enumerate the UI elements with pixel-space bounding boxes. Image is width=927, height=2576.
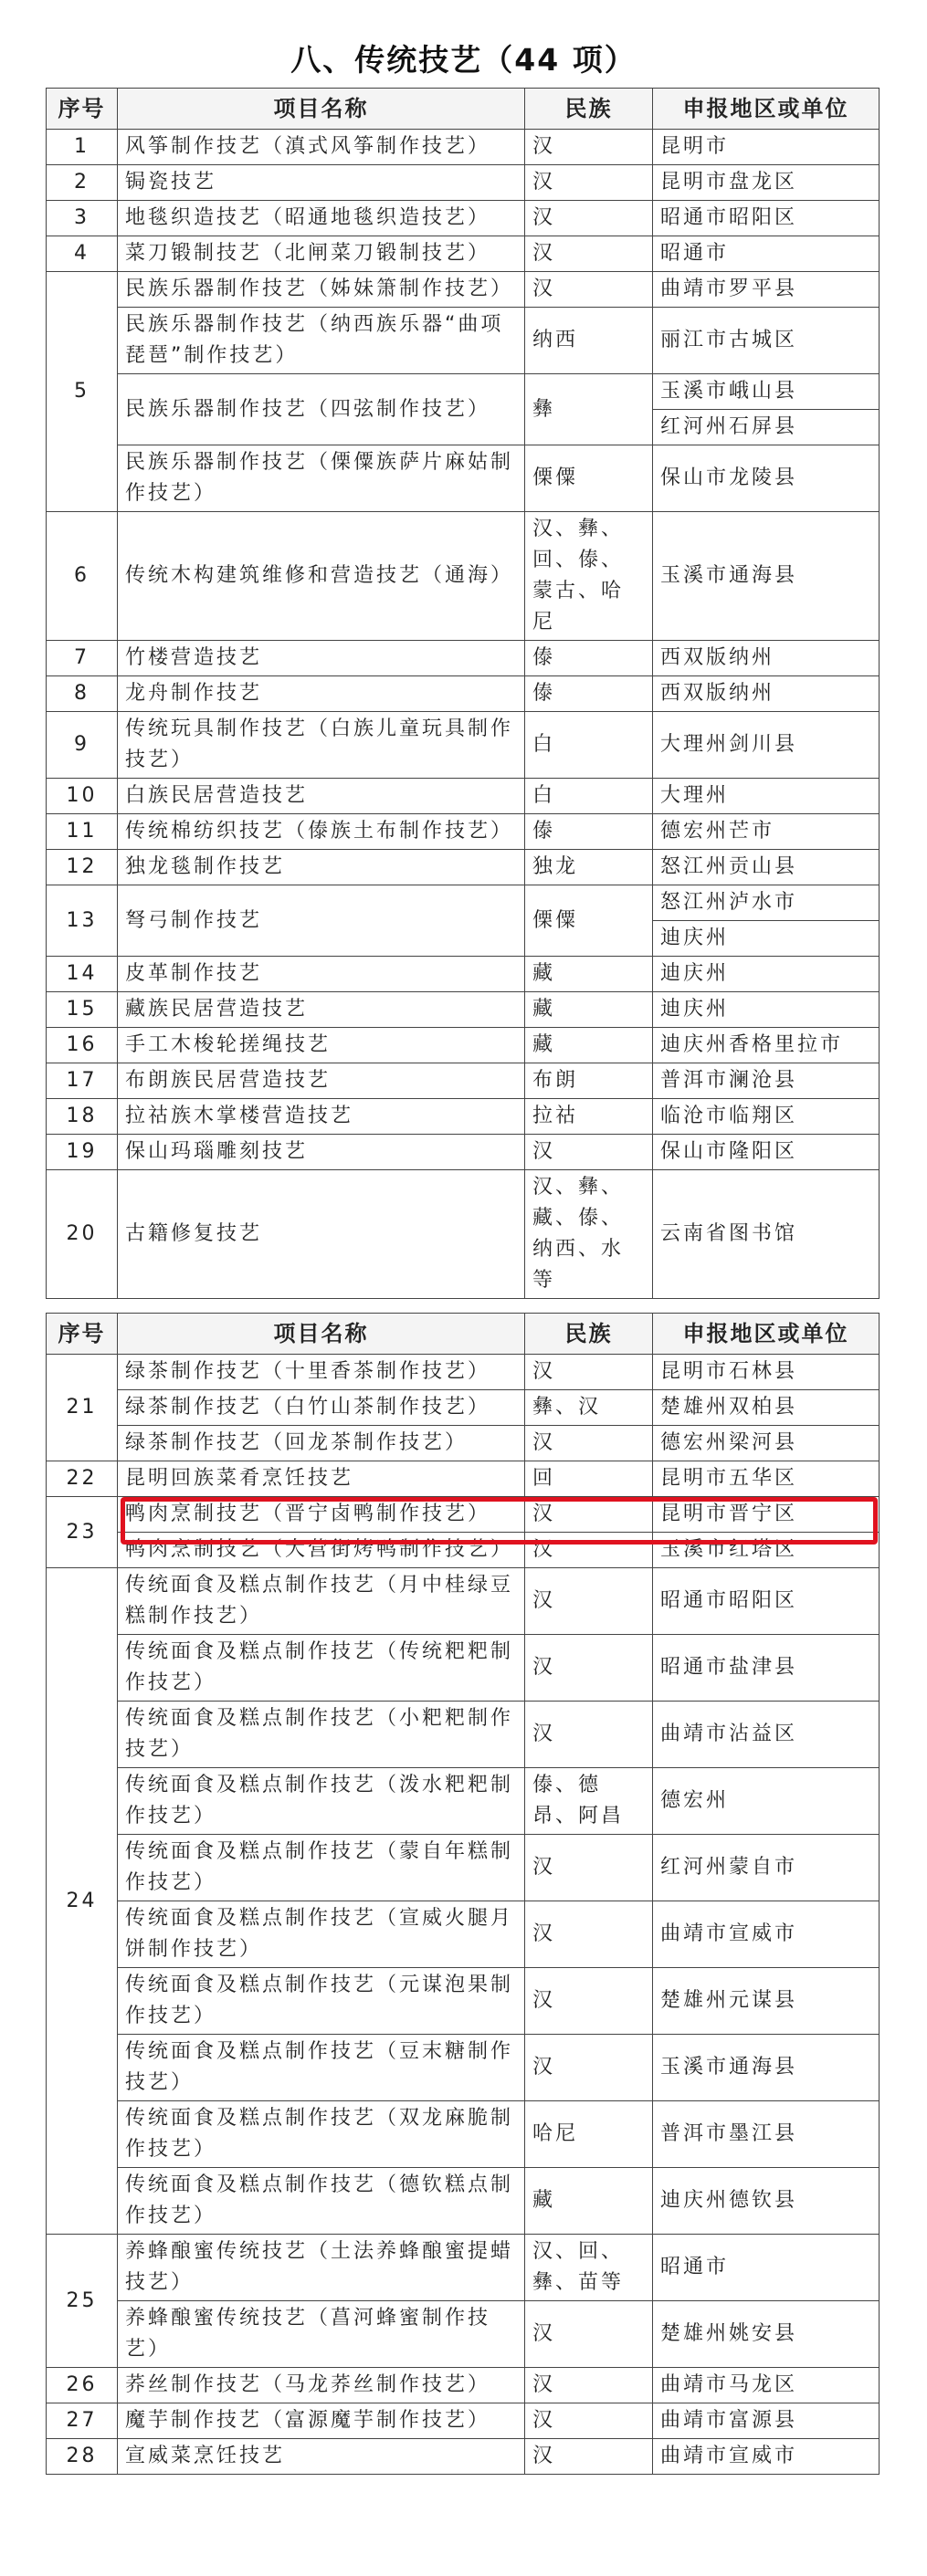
name-cell: 荞丝制作技艺（马龙荞丝制作技艺）: [118, 2368, 525, 2403]
ethnic-cell: 白: [525, 712, 653, 779]
seq-cell: 17: [47, 1063, 118, 1099]
seq-cell: 22: [47, 1461, 118, 1497]
region-cell: 丽江市古城区: [653, 308, 880, 374]
header-seq: 序号: [47, 89, 118, 130]
region-cell: 德宏州: [653, 1768, 880, 1835]
name-cell: 龙舟制作技艺: [118, 676, 525, 712]
table-row: [47, 885, 880, 921]
table-row: [47, 2403, 880, 2439]
ethnic-cell: 汉: [525, 2403, 653, 2439]
table-row: [47, 272, 880, 308]
ethnic-cell: 汉: [525, 1968, 653, 2035]
region-cell: 楚雄州姚安县: [653, 2301, 880, 2368]
name-cell: 弩弓制作技艺: [118, 885, 525, 957]
seq-cell: 15: [47, 992, 118, 1028]
ethnic-cell: 汉: [525, 272, 653, 308]
table-row: [47, 712, 880, 779]
region-cell: 迪庆州: [653, 992, 880, 1028]
table-row: [47, 512, 880, 641]
ethnic-cell: 彝: [525, 374, 653, 445]
region-cell: 玉溪市峨山县: [653, 374, 880, 410]
table-row: [47, 779, 880, 814]
ethnic-cell: 傣、德昂、阿昌: [525, 1768, 653, 1835]
seq-cell: 23: [47, 1497, 118, 1568]
table-row: [47, 1135, 880, 1170]
ethnic-cell: 汉、彝、回、傣、蒙古、哈尼: [525, 512, 653, 641]
table-row: [47, 1835, 880, 1901]
name-cell: 宣威菜烹饪技艺: [118, 2439, 525, 2475]
seq-cell: 13: [47, 885, 118, 957]
ethnic-cell: 傈僳: [525, 885, 653, 957]
table-row: [47, 992, 880, 1028]
region-cell: 大理州: [653, 779, 880, 814]
name-cell: 民族乐器制作技艺（姊妹箫制作技艺）: [118, 272, 525, 308]
seq-cell: 3: [47, 201, 118, 236]
name-cell: 传统面食及糕点制作技艺（月中桂绿豆糕制作技艺）: [118, 1568, 525, 1635]
ethnic-cell: 傣: [525, 641, 653, 676]
table-row: [47, 445, 880, 512]
table-row: [47, 2439, 880, 2475]
ethnic-cell: 独龙: [525, 850, 653, 885]
ethnic-cell: 汉: [525, 1533, 653, 1568]
ethnic-cell: 汉: [525, 130, 653, 165]
name-cell: 民族乐器制作技艺（纳西族乐器“曲项琵琶”制作技艺）: [118, 308, 525, 374]
region-cell: 迪庆州: [653, 921, 880, 957]
name-cell: 白族民居营造技艺: [118, 779, 525, 814]
table-row: [47, 1063, 880, 1099]
name-cell: 手工木梭轮搓绳技艺: [118, 1028, 525, 1063]
name-cell: 独龙毯制作技艺: [118, 850, 525, 885]
region-cell: 曲靖市宣威市: [653, 2439, 880, 2475]
name-cell: 菜刀锻制技艺（北闸菜刀锻制技艺）: [118, 236, 525, 272]
region-cell: 玉溪市红塔区: [653, 1533, 880, 1568]
table-row: [47, 1170, 880, 1299]
region-cell: 云南省图书馆: [653, 1170, 880, 1299]
region-cell: 普洱市墨江县: [653, 2101, 880, 2168]
ethnic-cell: 汉: [525, 2368, 653, 2403]
seq-cell: 25: [47, 2235, 118, 2368]
region-cell: 楚雄州双柏县: [653, 1390, 880, 1426]
name-cell: 传统面食及糕点制作技艺（德钦糕点制作技艺）: [118, 2168, 525, 2235]
name-cell: 传统面食及糕点制作技艺（泼水粑粑制作技艺）: [118, 1768, 525, 1835]
name-cell: 风筝制作技艺（滇式风筝制作技艺）: [118, 130, 525, 165]
ethnic-cell: 汉: [525, 1355, 653, 1390]
name-cell: 拉祜族木掌楼营造技艺: [118, 1099, 525, 1135]
header-seq: 序号: [47, 1314, 118, 1355]
table-row: [47, 1099, 880, 1135]
header-region: 申报地区或单位: [653, 89, 880, 130]
seq-cell: 24: [47, 1568, 118, 2235]
name-cell: 传统面食及糕点制作技艺（豆末糖制作技艺）: [118, 2035, 525, 2101]
name-cell: 昆明回族菜肴烹饪技艺: [118, 1461, 525, 1497]
region-cell: 昆明市: [653, 130, 880, 165]
table-row: [47, 374, 880, 410]
name-cell: 地毯织造技艺（昭通地毯织造技艺）: [118, 201, 525, 236]
ethnic-cell: 汉: [525, 1135, 653, 1170]
ethnic-cell: 傈僳: [525, 445, 653, 512]
seq-cell: 18: [47, 1099, 118, 1135]
table-header-row: [47, 1314, 880, 1355]
seq-cell: 8: [47, 676, 118, 712]
region-cell: 曲靖市宣威市: [653, 1901, 880, 1968]
name-cell: 传统玩具制作技艺（白族儿童玩具制作技艺）: [118, 712, 525, 779]
region-cell: 迪庆州德钦县: [653, 2168, 880, 2235]
ethnic-cell: 布朗: [525, 1063, 653, 1099]
seq-cell: 6: [47, 512, 118, 641]
name-cell: 藏族民居营造技艺: [118, 992, 525, 1028]
region-cell: 怒江州泸水市: [653, 885, 880, 921]
table-row: [47, 957, 880, 992]
ethnic-cell: 汉: [525, 1901, 653, 1968]
table-row: [47, 814, 880, 850]
seq-cell: 26: [47, 2368, 118, 2403]
table-row: [47, 201, 880, 236]
region-cell: 昆明市晋宁区: [653, 1497, 880, 1533]
region-cell: 怒江州贡山县: [653, 850, 880, 885]
name-cell: 传统面食及糕点制作技艺（元谋泡果制作技艺）: [118, 1968, 525, 2035]
name-cell: 绿茶制作技艺（回龙茶制作技艺）: [118, 1426, 525, 1461]
ethnic-cell: 汉: [525, 1635, 653, 1702]
name-cell: 传统棉纺织技艺（傣族土布制作技艺）: [118, 814, 525, 850]
ethnic-cell: 汉: [525, 201, 653, 236]
ethnic-cell: 藏: [525, 957, 653, 992]
name-cell: 皮革制作技艺: [118, 957, 525, 992]
name-cell: 魔芋制作技艺（富源魔芋制作技艺）: [118, 2403, 525, 2439]
table-row: [47, 1768, 880, 1835]
region-cell: 曲靖市沾益区: [653, 1702, 880, 1768]
ethnic-cell: 汉: [525, 2301, 653, 2368]
region-cell: 曲靖市罗平县: [653, 272, 880, 308]
ethnic-cell: 汉、彝、藏、傣、纳西、水等: [525, 1170, 653, 1299]
region-cell: 红河州石屏县: [653, 410, 880, 445]
region-cell: 昆明市盘龙区: [653, 165, 880, 201]
ethnic-cell: 汉: [525, 1702, 653, 1768]
ethnic-cell: 拉祜: [525, 1099, 653, 1135]
table-row: [47, 1355, 880, 1390]
ethnic-cell: 傣: [525, 676, 653, 712]
table-row: [47, 1461, 880, 1497]
region-cell: 曲靖市富源县: [653, 2403, 880, 2439]
ethnic-cell: 白: [525, 779, 653, 814]
seq-cell: 1: [47, 130, 118, 165]
table-row: [47, 1497, 880, 1533]
seq-cell: 20: [47, 1170, 118, 1299]
name-cell: 传统面食及糕点制作技艺（小粑粑制作技艺）: [118, 1702, 525, 1768]
name-cell: 绿茶制作技艺（十里香茶制作技艺）: [118, 1355, 525, 1390]
name-cell: 竹楼营造技艺: [118, 641, 525, 676]
header-name: 项目名称: [118, 1314, 525, 1355]
region-cell: 昭通市: [653, 236, 880, 272]
ethnic-cell: 汉: [525, 1835, 653, 1901]
table-row: [47, 1635, 880, 1702]
seq-cell: 12: [47, 850, 118, 885]
ethnic-cell: 汉: [525, 236, 653, 272]
ethnic-cell: 藏: [525, 1028, 653, 1063]
region-cell: 西双版纳州: [653, 676, 880, 712]
heritage-table-1: [46, 88, 880, 1299]
region-cell: 曲靖市马龙区: [653, 2368, 880, 2403]
seq-cell: 27: [47, 2403, 118, 2439]
seq-cell: 19: [47, 1135, 118, 1170]
region-cell: 迪庆州: [653, 957, 880, 992]
region-cell: 昭通市盐津县: [653, 1635, 880, 1702]
table-row: [47, 130, 880, 165]
table-row: [47, 236, 880, 272]
header-name: 项目名称: [118, 89, 525, 130]
header-ethnic: 民族: [525, 89, 653, 130]
seq-cell: 10: [47, 779, 118, 814]
region-cell: 普洱市澜沧县: [653, 1063, 880, 1099]
name-cell: 古籍修复技艺: [118, 1170, 525, 1299]
table-row: [47, 676, 880, 712]
table-row: [47, 1968, 880, 2035]
table-row: [47, 2235, 880, 2301]
table-row: [47, 1028, 880, 1063]
region-cell: 昭通市昭阳区: [653, 1568, 880, 1635]
region-cell: 西双版纳州: [653, 641, 880, 676]
ethnic-cell: 汉: [525, 2439, 653, 2475]
name-cell: 布朗族民居营造技艺: [118, 1063, 525, 1099]
ethnic-cell: 彝、汉: [525, 1390, 653, 1426]
table-row: [47, 1901, 880, 1968]
seq-cell: 16: [47, 1028, 118, 1063]
ethnic-cell: 汉: [525, 1568, 653, 1635]
ethnic-cell: 汉: [525, 1497, 653, 1533]
name-cell: 传统面食及糕点制作技艺（宣威火腿月饼制作技艺）: [118, 1901, 525, 1968]
name-cell: 鸭肉烹制技艺（大营街烤鸭制作技艺）: [118, 1533, 525, 1568]
region-cell: 保山市龙陵县: [653, 445, 880, 512]
ethnic-cell: 汉: [525, 2035, 653, 2101]
name-cell: 养蜂酿蜜传统技艺（菖河蜂蜜制作技艺）: [118, 2301, 525, 2368]
seq-cell: 14: [47, 957, 118, 992]
ethnic-cell: 回: [525, 1461, 653, 1497]
region-cell: 红河州蒙自市: [653, 1835, 880, 1901]
name-cell: 锔瓷技艺: [118, 165, 525, 201]
table-row: [47, 2035, 880, 2101]
name-cell: 传统面食及糕点制作技艺（传统粑粑制作技艺）: [118, 1635, 525, 1702]
name-cell: 民族乐器制作技艺（傈僳族萨片麻姑制作技艺）: [118, 445, 525, 512]
seq-cell: 7: [47, 641, 118, 676]
name-cell: 保山玛瑙雕刻技艺: [118, 1135, 525, 1170]
region-cell: 迪庆州香格里拉市: [653, 1028, 880, 1063]
table-row: [47, 1426, 880, 1461]
name-cell: 绿茶制作技艺（白竹山茶制作技艺）: [118, 1390, 525, 1426]
seq-cell: 11: [47, 814, 118, 850]
header-region: 申报地区或单位: [653, 1314, 880, 1355]
table-row: [47, 1533, 880, 1568]
table-row: [47, 2301, 880, 2368]
table-row: [47, 2168, 880, 2235]
table-row: [47, 165, 880, 201]
ethnic-cell: 汉: [525, 1426, 653, 1461]
seq-cell: 9: [47, 712, 118, 779]
heritage-table-2: [46, 1313, 880, 2475]
name-cell: 传统面食及糕点制作技艺（蒙自年糕制作技艺）: [118, 1835, 525, 1901]
table-row: [47, 1702, 880, 1768]
name-cell: 民族乐器制作技艺（四弦制作技艺）: [118, 374, 525, 445]
seq-cell: 21: [47, 1355, 118, 1461]
table-row: [47, 641, 880, 676]
ethnic-cell: 汉: [525, 165, 653, 201]
region-cell: 大理州剑川县: [653, 712, 880, 779]
region-cell: 临沧市临翔区: [653, 1099, 880, 1135]
seq-cell: 2: [47, 165, 118, 201]
region-cell: 德宏州梁河县: [653, 1426, 880, 1461]
page-title: 八、传统技艺（44 项）: [290, 42, 637, 78]
seq-cell: 5: [47, 272, 118, 512]
seq-cell: 4: [47, 236, 118, 272]
header-ethnic: 民族: [525, 1314, 653, 1355]
region-cell: 昭通市: [653, 2235, 880, 2301]
table-row: [47, 1390, 880, 1426]
ethnic-cell: 纳西: [525, 308, 653, 374]
table-header-row: [47, 89, 880, 130]
ethnic-cell: 藏: [525, 992, 653, 1028]
region-cell: 保山市隆阳区: [653, 1135, 880, 1170]
table-row: [47, 850, 880, 885]
name-cell: 传统木构建筑维修和营造技艺（通海）: [118, 512, 525, 641]
table-row: [47, 2101, 880, 2168]
region-cell: 昆明市五华区: [653, 1461, 880, 1497]
table-row: [47, 2368, 880, 2403]
ethnic-cell: 汉、回、彝、苗等: [525, 2235, 653, 2301]
region-cell: 玉溪市通海县: [653, 512, 880, 641]
region-cell: 玉溪市通海县: [653, 2035, 880, 2101]
region-cell: 昆明市石林县: [653, 1355, 880, 1390]
region-cell: 昭通市昭阳区: [653, 201, 880, 236]
name-cell: 养蜂酿蜜传统技艺（土法养蜂酿蜜提蜡技艺）: [118, 2235, 525, 2301]
ethnic-cell: 哈尼: [525, 2101, 653, 2168]
name-cell: 鸭肉烹制技艺（晋宁卤鸭制作技艺）: [118, 1497, 525, 1533]
ethnic-cell: 藏: [525, 2168, 653, 2235]
region-cell: 德宏州芒市: [653, 814, 880, 850]
ethnic-cell: 傣: [525, 814, 653, 850]
seq-cell: 28: [47, 2439, 118, 2475]
region-cell: 楚雄州元谋县: [653, 1968, 880, 2035]
table-row: [47, 308, 880, 374]
name-cell: 传统面食及糕点制作技艺（双龙麻脆制作技艺）: [118, 2101, 525, 2168]
table-row: [47, 1568, 880, 1635]
